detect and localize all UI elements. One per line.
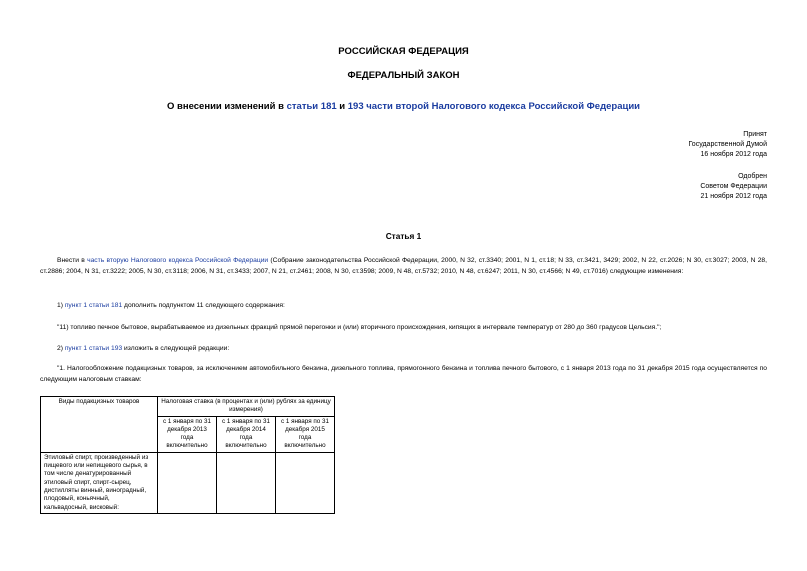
accepted-by: Государственной Думой — [688, 141, 767, 149]
period-2013-header: с 1 января по 31 декабря 2013 года включительно — [158, 416, 217, 452]
approved-date: 21 ноября 2012 года — [700, 193, 767, 201]
period-2015-header: с 1 января по 31 декабря 2015 года включительно — [276, 416, 335, 452]
item-1-rest: дополнить подпунктом 11 следующего содержания: — [122, 302, 285, 309]
approval-federation-council — [700, 172, 767, 203]
item-1-quote: "11) топливо печное бытовое, вырабатываемое из дизельных фракций прямой перегонки и (или) вторичного происхождения, кипящих в интервале температур от 280 до 360 градусов Цельсия."; — [57, 324, 662, 331]
approved-by: Советом Федерации — [700, 183, 767, 191]
item-1-number: 1) — [57, 302, 65, 309]
law-type-heading: ФЕДЕРАЛЬНЫЙ ЗАКОН — [347, 70, 460, 81]
item-2-quote: "1. Налогообложение подакцизных товаров, за исключением автомобильного бензина, дизельного топлива, прямогонного бензина и топлива печного бытового, с 1 января 2013 года по 31 декабря 2015 года осуществляется по следующим налоговым ставкам: — [40, 365, 767, 383]
tax-code-part-two-intro-link[interactable]: часть вторую Налогового кодекса Российской Федерации — [87, 257, 269, 264]
tax-rate-group-header: Налоговая ставка (в процентах и (или) рублях за единицу измерения) — [158, 397, 335, 417]
article-181-link[interactable]: статьи 181 — [286, 101, 337, 112]
ethyl-alcohol-label: Этиловый спирт, произведенный из пищевого или непищевого сырья, в том числе денатурированный этиловый спирт, спирт-сырец, дистилляты винный, виноградный, плодовый, коньячный, кальвадосный, висковый: — [41, 452, 158, 513]
article-193-link[interactable]: 193 — [347, 101, 364, 112]
table-row — [41, 452, 335, 513]
article-heading: Статья 1 — [385, 231, 422, 241]
rate-cell-2014 — [217, 452, 276, 513]
intro-rest: (Собрание законодательства Российской Федерации, 2000, N 32, ст.3340; 2001, N 1, ст.18; N 33, ст.3421, 3429; 2002, N 22, ст.2026; N 30, ст.3027; 2003, N 28, ст.2886; 2004, N 31, ст.3222; 2005, N 30, ст.3118; 2006, N 31, ст.3433; 2007, N 21, ст.2461; 2008, N 30, ст.3598; 2009, N 48, ст.5732; 2010, N 48, ст.6247; 2011, N 30, ст.4566; N 49, ст.7016) следующие изменения: — [40, 257, 767, 275]
tax-code-part-two-link[interactable]: части второй Налогового кодекса Российской Федерации — [363, 101, 640, 112]
goods-type-header: Виды подакцизных товаров — [41, 397, 158, 453]
adoption-duma — [688, 130, 767, 161]
tax-rate-table — [40, 396, 335, 514]
item-2-rest: изложить в следующей редакции: — [122, 345, 230, 352]
country-heading: РОССИЙСКАЯ ФЕДЕРАЦИЯ — [338, 46, 469, 57]
title-prefix: О внесении изменений в — [167, 101, 287, 112]
table-header-row — [41, 397, 335, 417]
accepted-label: Принят — [743, 131, 767, 138]
item-1-link[interactable]: пункт 1 статьи 181 — [64, 302, 123, 309]
title-and: и — [336, 101, 348, 112]
rate-cell-2015 — [276, 452, 335, 513]
item-2-paragraph — [57, 344, 767, 355]
article-intro-paragraph — [40, 256, 767, 277]
period-2014-header: с 1 января по 31 декабря 2014 года включительно — [217, 416, 276, 452]
item-2-link[interactable]: пункт 1 статьи 193 — [64, 345, 123, 352]
law-title — [0, 101, 807, 112]
approved-label: Одобрен — [738, 173, 767, 180]
item-2-number: 2) — [57, 345, 65, 352]
intro-prefix: Внести в — [57, 257, 88, 264]
rate-cell-2013 — [158, 452, 217, 513]
accepted-date: 16 ноября 2012 года — [700, 151, 767, 159]
item-1-paragraph — [57, 301, 767, 312]
